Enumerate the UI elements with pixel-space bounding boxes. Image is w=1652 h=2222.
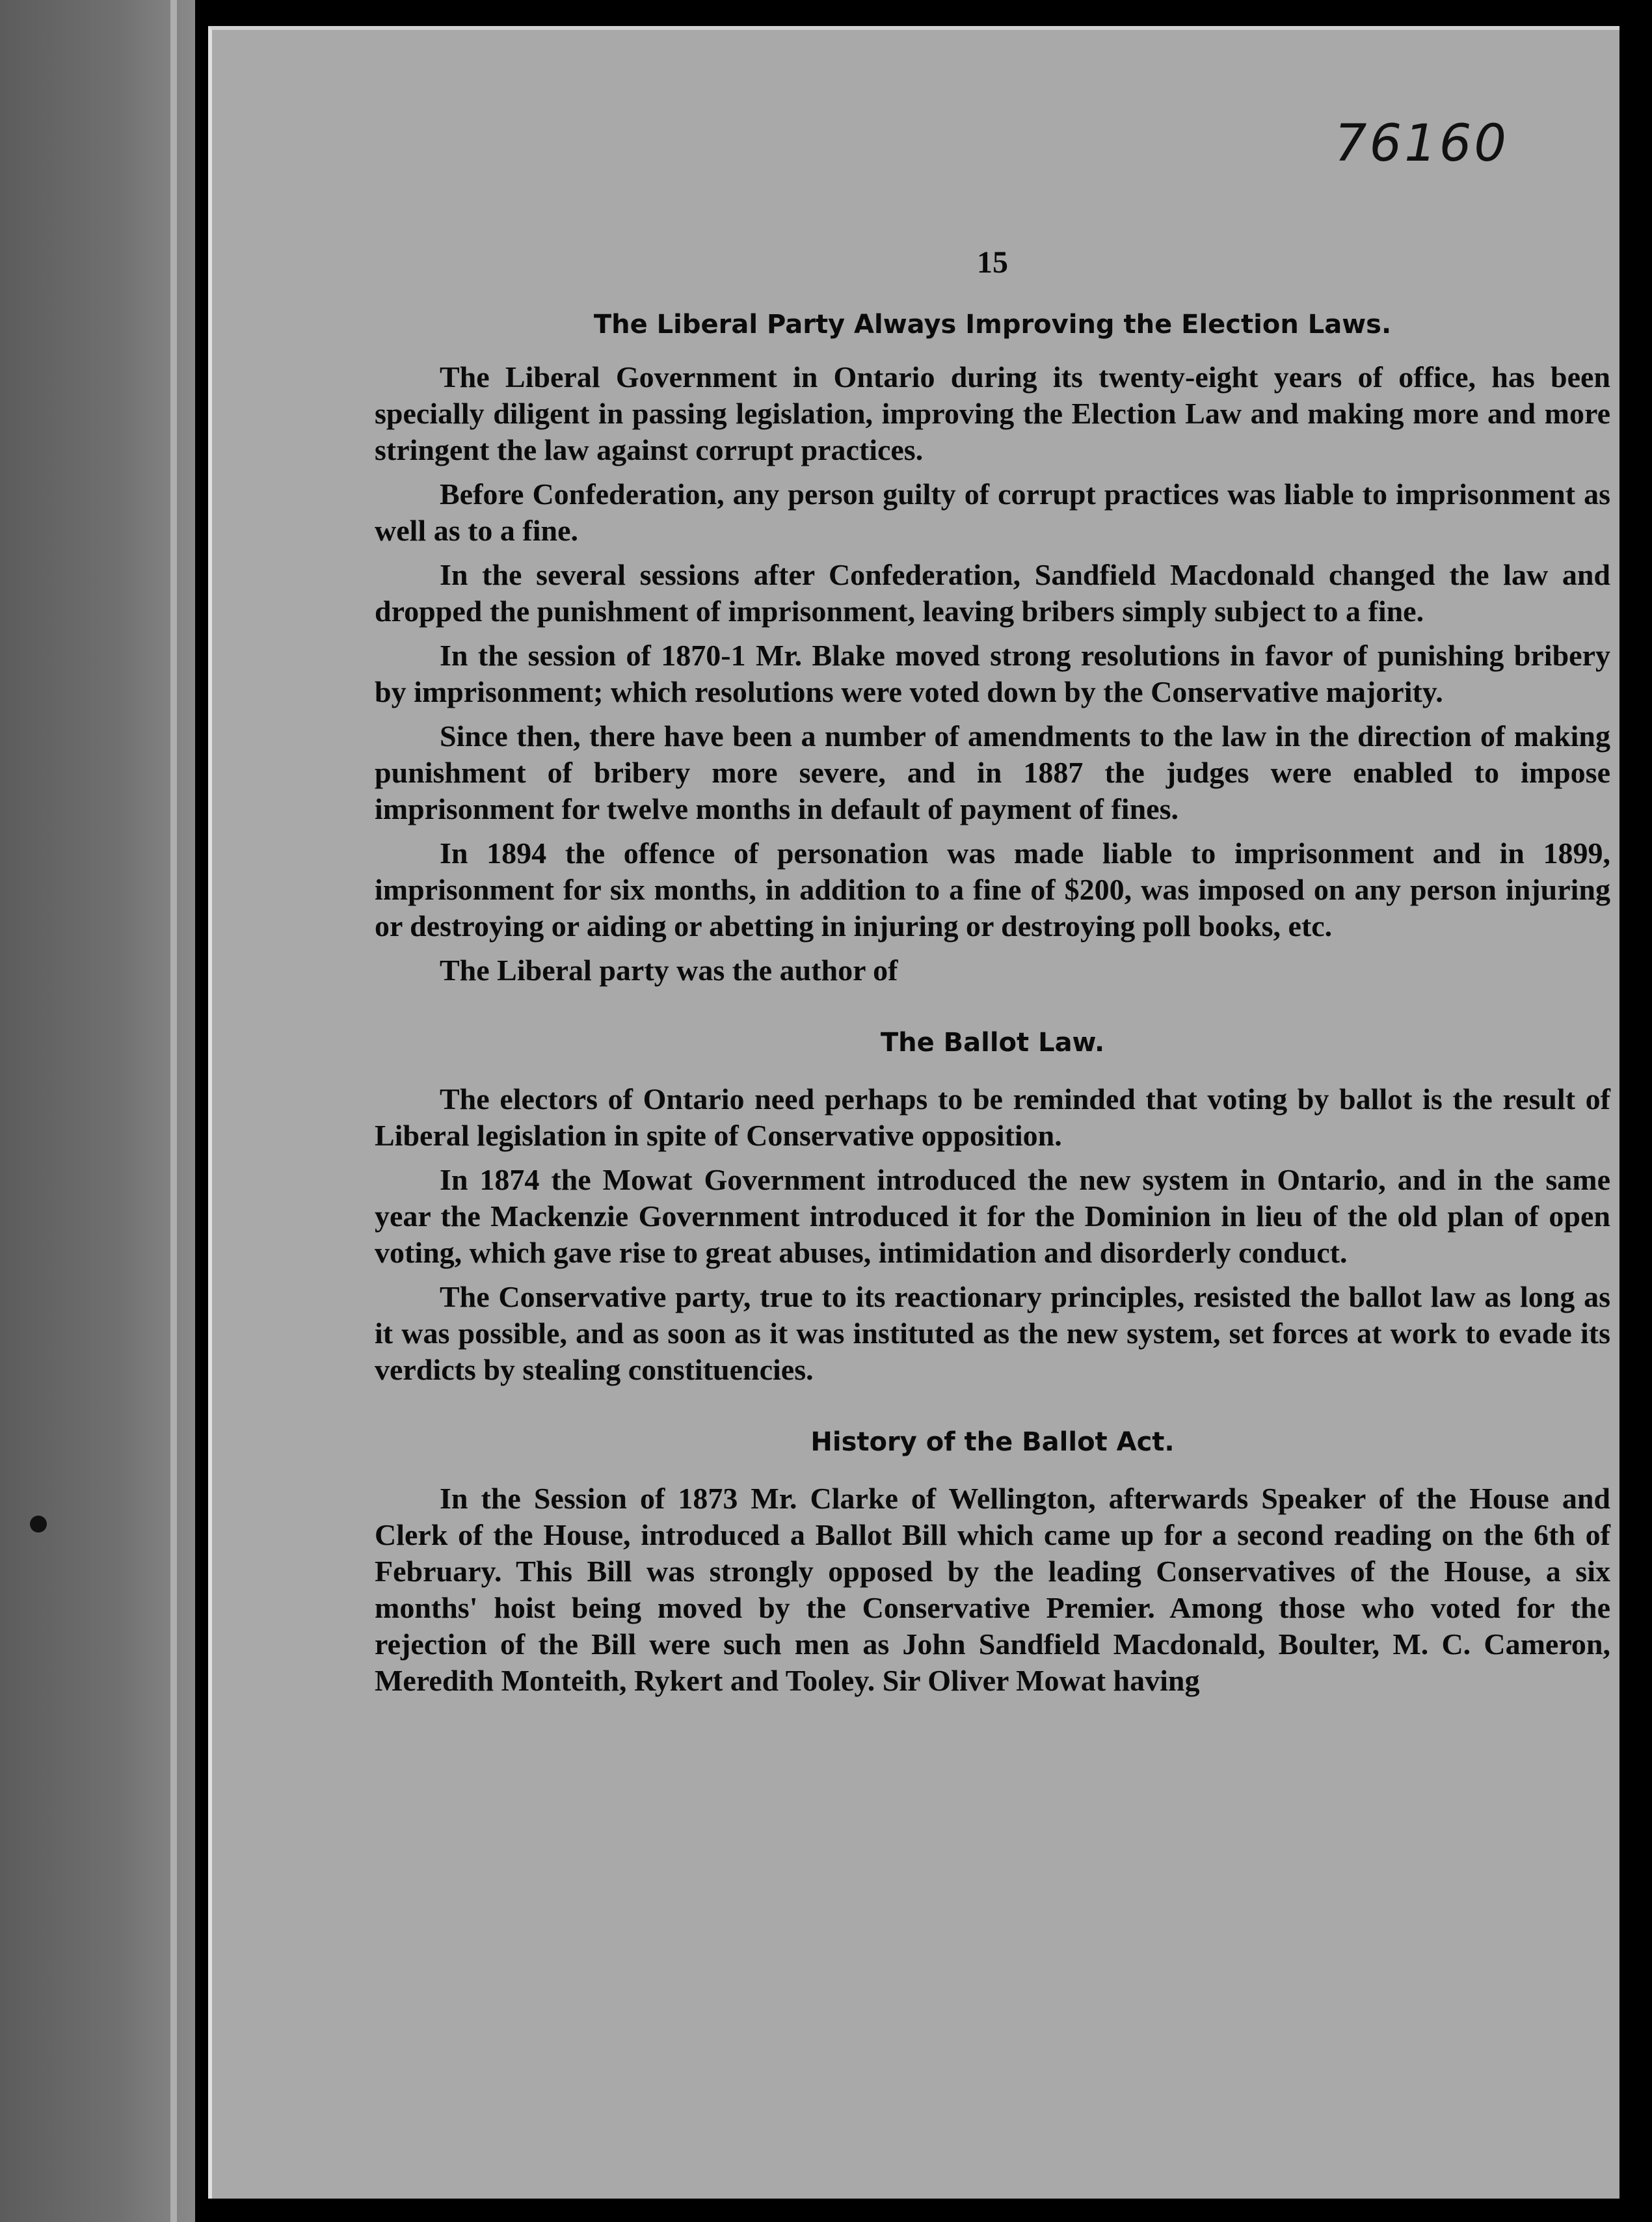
paragraph: Since then, there have been a number of amendments to the law in the direction of making punishment of bribery more severe, and in 1887 the judges were enabled to impose imprisonment for twelve months in default of payment of fines. [375, 719, 1610, 825]
paragraph: In the Session of 1873 Mr. Clarke of Wellington, afterwards Speaker of the House and Clerk of the House, introduced a Ballot Bill which came up for a second reading on the 6th of February. This Bill was strongly opposed by the leading Conservatives of the House, a six months' hoist being moved by the Conservative Premier. Among those who voted for the rejection of the Bill were such men as John Sandfield Macdonald, Boulter, M. C. Cameron, Meredith Monteith, Rykert and Tooley. Sir Oliver Mowat having [375, 1482, 1610, 1697]
document-page [208, 26, 1619, 2199]
page-content [375, 245, 1610, 1707]
binding-crease [170, 0, 177, 2222]
page-number: 15 [977, 245, 1008, 280]
facing-page [0, 0, 195, 2222]
catalog-number: 76160 [1334, 114, 1509, 173]
paragraph: In 1894 the offence of personation was made liable to imprisonment and in 1899, imprisonment for six months, in addition to a fine of $200, was imposed on any person injuring or destroying or aiding or abetting in injuring or destroying poll books, etc. [375, 837, 1610, 943]
paragraph: The Conservative party, true to its reactionary principles, resisted the ballot law as long as it was possible, and as soon as it was instituted as the new system, set forces at work to evade its verdicts by stealing constituencies. [375, 1280, 1610, 1386]
section-heading: The Ballot Law. [880, 1028, 1105, 1058]
paragraph: In the session of 1870-1 Mr. Blake moved strong resolutions in favor of punishing bribery by imprisonment; which resolutions were voted down by the Conservative majority. [375, 639, 1610, 708]
paragraph: The electors of Ontario need perhaps to be reminded that voting by ballot is the result of Liberal legislation in spite of Conservative opposition. [375, 1082, 1610, 1152]
paragraph: In 1874 the Mowat Government introduced the new system in Ontario, and in the same year the Mackenzie Government introduced it for the Dominion in lieu of the old plan of open voting, which gave rise to great abuses, intimidation and disorderly conduct. [375, 1163, 1610, 1269]
paragraph: Before Confederation, any person guilty of corrupt practices was liable to imprisonment as well as to a fine. [375, 477, 1610, 547]
ink-spot [30, 1516, 47, 1533]
paragraph: In the several sessions after Confederation, Sandfield Macdonald changed the law and dropped the punishment of imprisonment, leaving bribers simply subject to a fine. [375, 558, 1610, 628]
paragraph: The Liberal party was the author of [440, 954, 898, 987]
section-heading: History of the Ballot Act. [810, 1427, 1175, 1457]
paragraph: The Liberal Government in Ontario during its twenty-eight years of office, has been specially diligent in passing legislation, improving the Election Law and making more and more stringent the law against corrupt practices. [375, 360, 1610, 466]
section-heading: The Liberal Party Always Improving the Election Laws. [593, 310, 1392, 340]
